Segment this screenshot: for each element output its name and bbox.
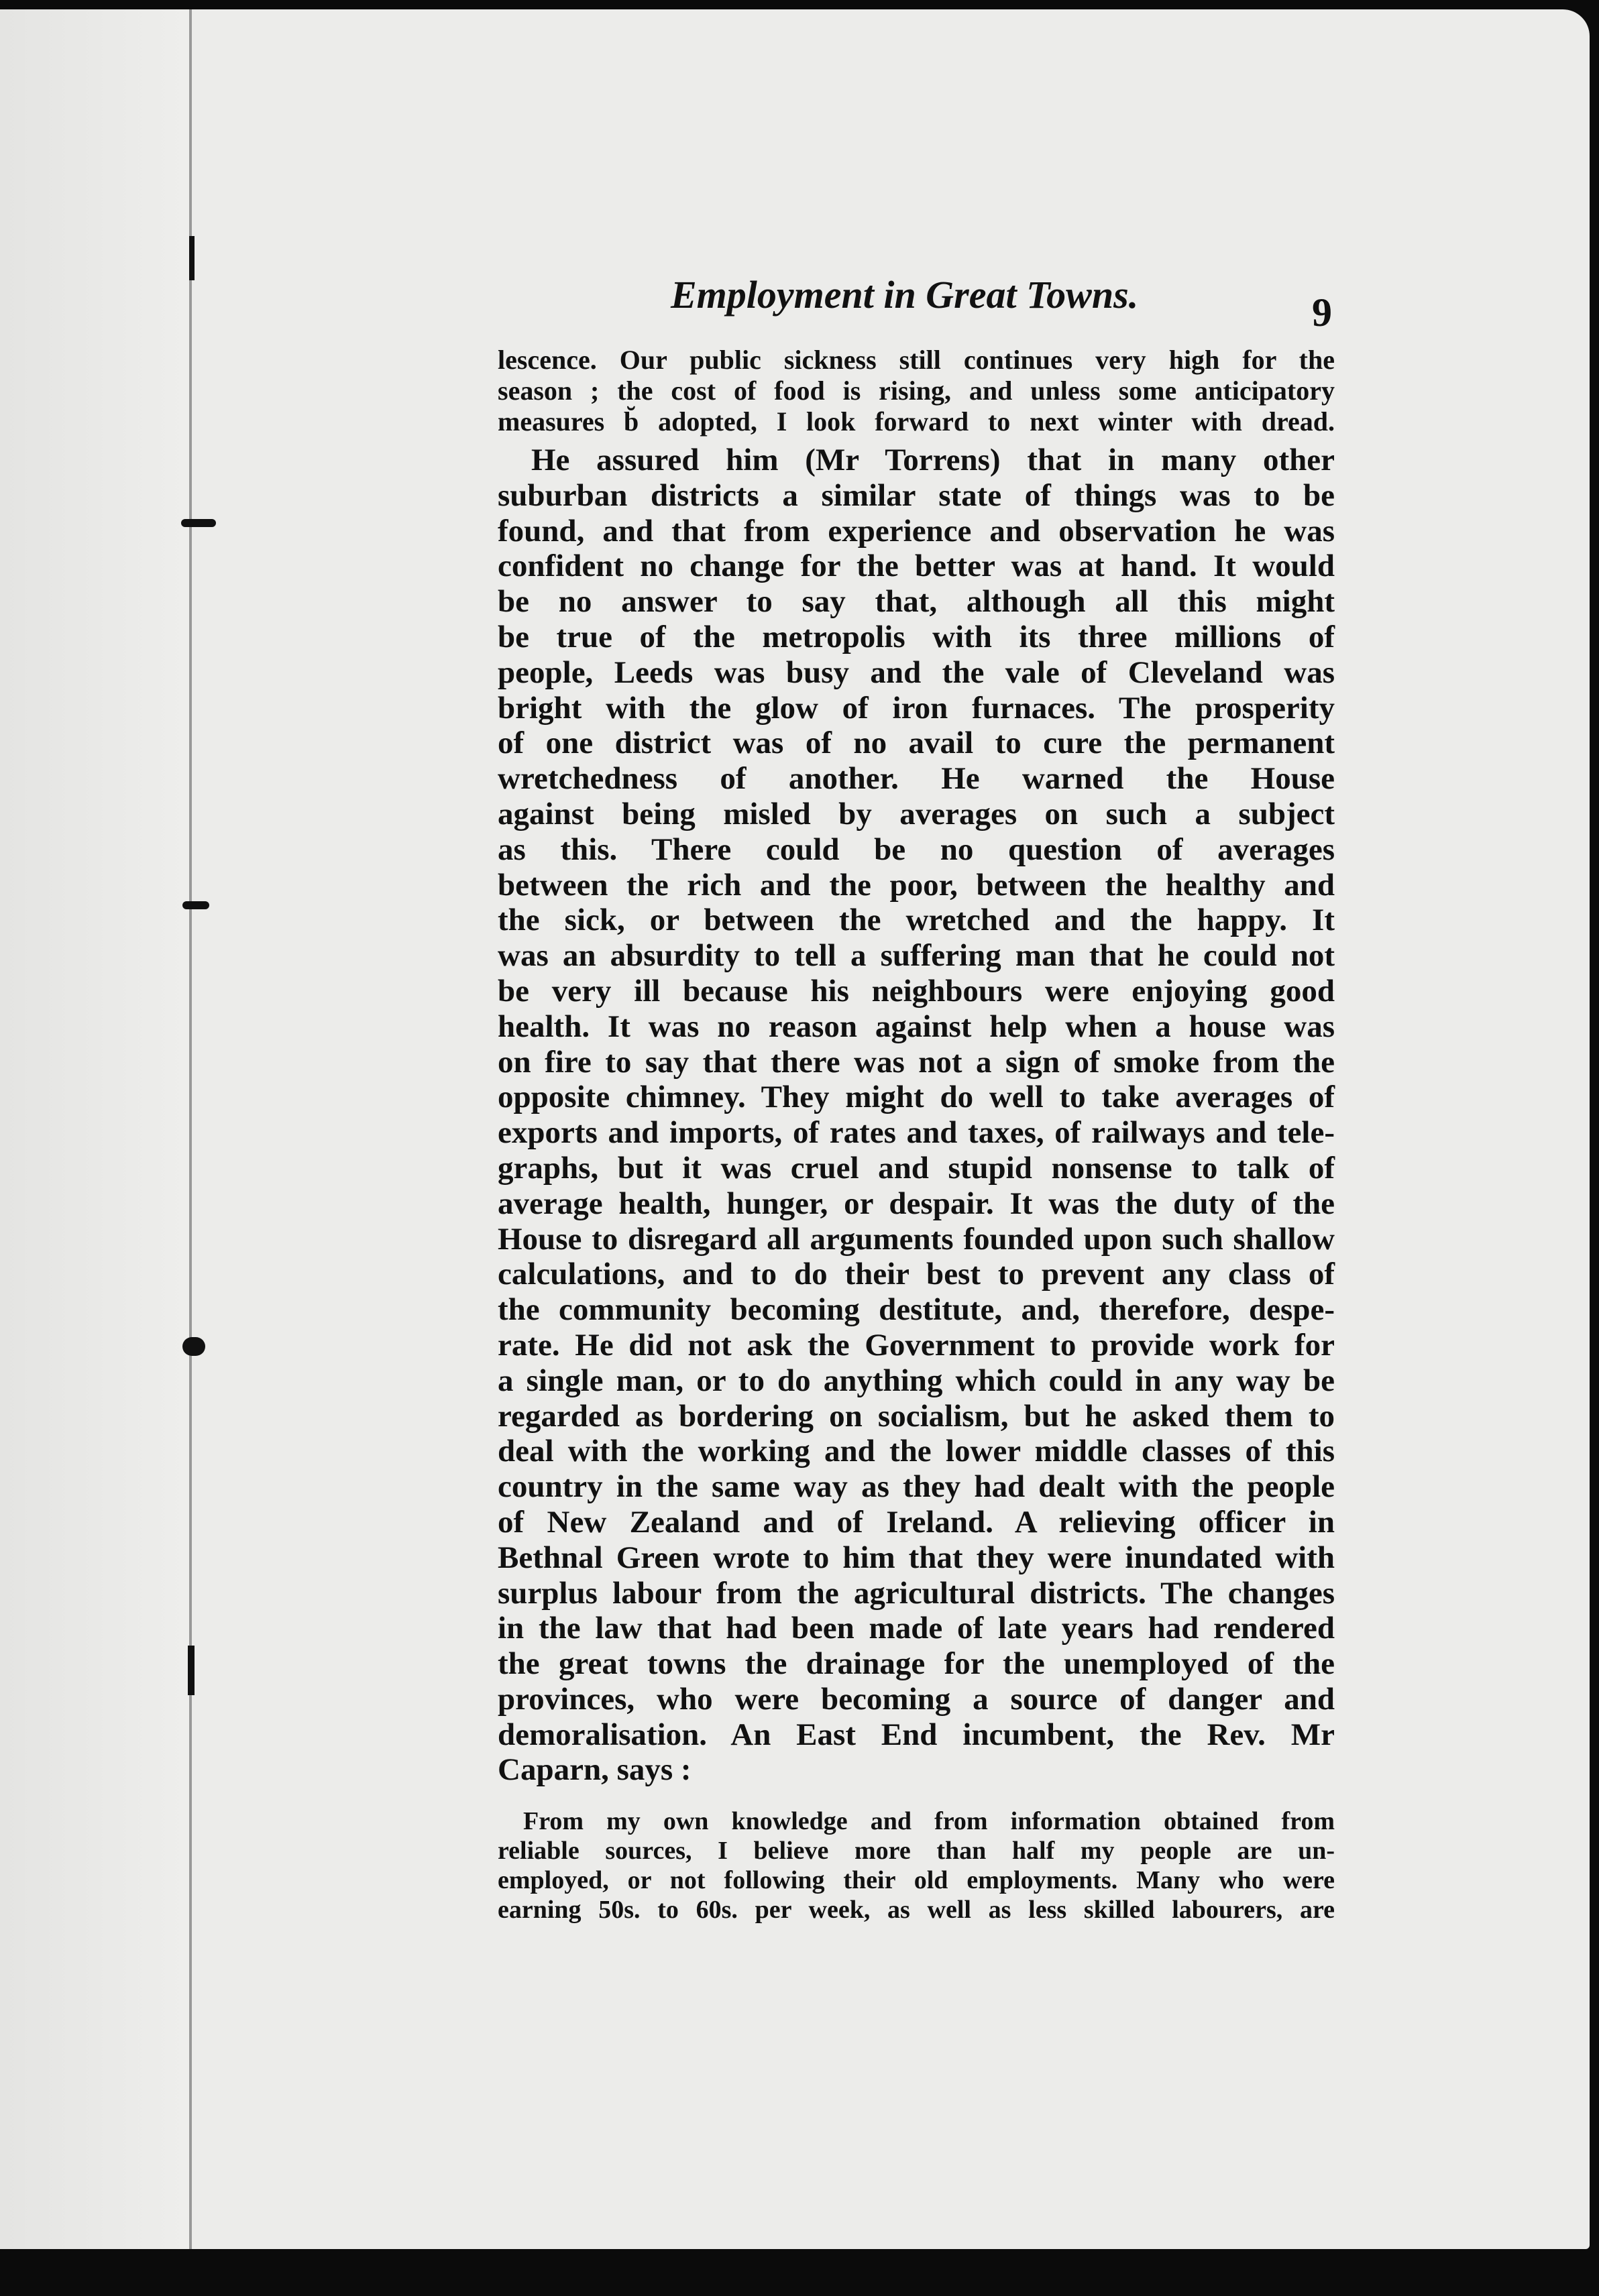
body-line: provinces, who were becoming a source of danger and: [498, 1681, 1335, 1717]
quote-continuation: [498, 345, 1335, 437]
binding-mark: [182, 901, 209, 909]
extract-line: From my own knowledge and from information obtained from: [523, 1807, 1335, 1836]
body-line: on fire to say that there was not a sign of smoke from the: [498, 1044, 1335, 1080]
page-number: 9: [1312, 290, 1332, 335]
body-line: be true of the metropolis with its three millions of: [498, 619, 1335, 654]
body-line: country in the same way as they had dealt with the people: [498, 1469, 1335, 1505]
quote-line: lescence. Our public sickness still continues very high for the: [498, 345, 1335, 375]
body-line: the community becoming destitute, and, therefore, despe-: [498, 1292, 1335, 1328]
body-line: graphs, but it was cruel and stupid nonsense to talk of: [498, 1150, 1335, 1186]
body-line: Caparn, says :: [498, 1752, 692, 1788]
body-line: opposite chimney. They might do well to take averages of: [498, 1080, 1335, 1115]
body-line: a single man, or to do anything which could in any way be: [498, 1363, 1335, 1398]
binding-mark: [182, 1337, 205, 1356]
body-line: demoralisation. An East End incumbent, the Rev. Mr: [498, 1717, 1335, 1752]
book-page: [0, 9, 1590, 2249]
body-line: He assured him (Mr Torrens) that in many other: [531, 443, 1335, 477]
body-line: the sick, or between the wretched and the happy. It: [498, 903, 1335, 938]
body-line: was an absurdity to tell a suffering man that he could not: [498, 938, 1335, 974]
body-line: Bethnal Green wrote to him that they were inundated with: [498, 1540, 1335, 1575]
extract-line: earning 50s. to 60s. per week, as well as less skilled labourers, are: [498, 1896, 1335, 1925]
body-line: be no answer to say that, although all this might: [498, 584, 1335, 620]
running-head: Employment in Great Towns.: [671, 273, 1139, 317]
body-line: the great towns the drainage for the unemployed of the: [498, 1646, 1335, 1682]
body-line: found, and that from experience and observation he was: [498, 513, 1335, 549]
body-line: regarded as bordering on socialism, but he asked them to: [498, 1398, 1335, 1434]
body-line: between the rich and the poor, between the healthy and: [498, 867, 1335, 903]
body-line: of one district was of no avail to cure the permanent: [498, 726, 1335, 761]
text-block: [498, 345, 1335, 1925]
body-paragraph: [498, 443, 1335, 1788]
body-line: health. It was no reason against help when a house was: [498, 1009, 1335, 1044]
body-line: deal with the working and the lower middle classes of this: [498, 1434, 1335, 1469]
body-line: House to disregard all arguments founded upon such shallow: [498, 1221, 1335, 1257]
body-line: bright with the glow of iron furnaces. The prosperity: [498, 690, 1335, 726]
block-quotation: [498, 1806, 1335, 1925]
body-line: as this. There could be no question of averages: [498, 831, 1335, 867]
body-line: be very ill because his neighbours were enjoying good: [498, 973, 1335, 1009]
body-line: exports and imports, of rates and taxes, of railways and tele-: [498, 1115, 1335, 1151]
body-line: surplus labour from the agricultural districts. The changes: [498, 1575, 1335, 1611]
left-margin: [0, 9, 189, 2249]
binding-mark: [181, 519, 216, 527]
extract-line: reliable sources, I believe more than half my people are un-: [498, 1837, 1335, 1866]
body-line: in the law that had been made of late years had rendered: [498, 1611, 1335, 1646]
body-line: against being misled by averages on such a subject: [498, 796, 1335, 831]
quote-line: season ; the cost of food is rising, and unless some anticipatory: [498, 376, 1335, 406]
binding-mark: [188, 1646, 195, 1695]
extract-line: employed, or not following their old employments. Many who were: [498, 1866, 1335, 1895]
binding-edge: [189, 9, 192, 2249]
body-line: of New Zealand and of Ireland. A relieving officer in: [498, 1504, 1335, 1540]
quote-line: measures b̆ adopted, I look forward to next winter with dread.: [498, 406, 1335, 437]
body-line: confident no change for the better was at hand. It would: [498, 549, 1335, 584]
body-line: calculations, and to do their best to prevent any class of: [498, 1257, 1335, 1292]
body-line: rate. He did not ask the Government to provide work for: [498, 1327, 1335, 1363]
binding-mark: [189, 236, 195, 280]
body-line: suburban districts a similar state of things was to be: [498, 477, 1335, 513]
body-line: wretchedness of another. He warned the House: [498, 761, 1335, 797]
body-line: average health, hunger, or despair. It was the duty of the: [498, 1186, 1335, 1221]
body-line: people, Leeds was busy and the vale of Cleveland was: [498, 654, 1335, 690]
